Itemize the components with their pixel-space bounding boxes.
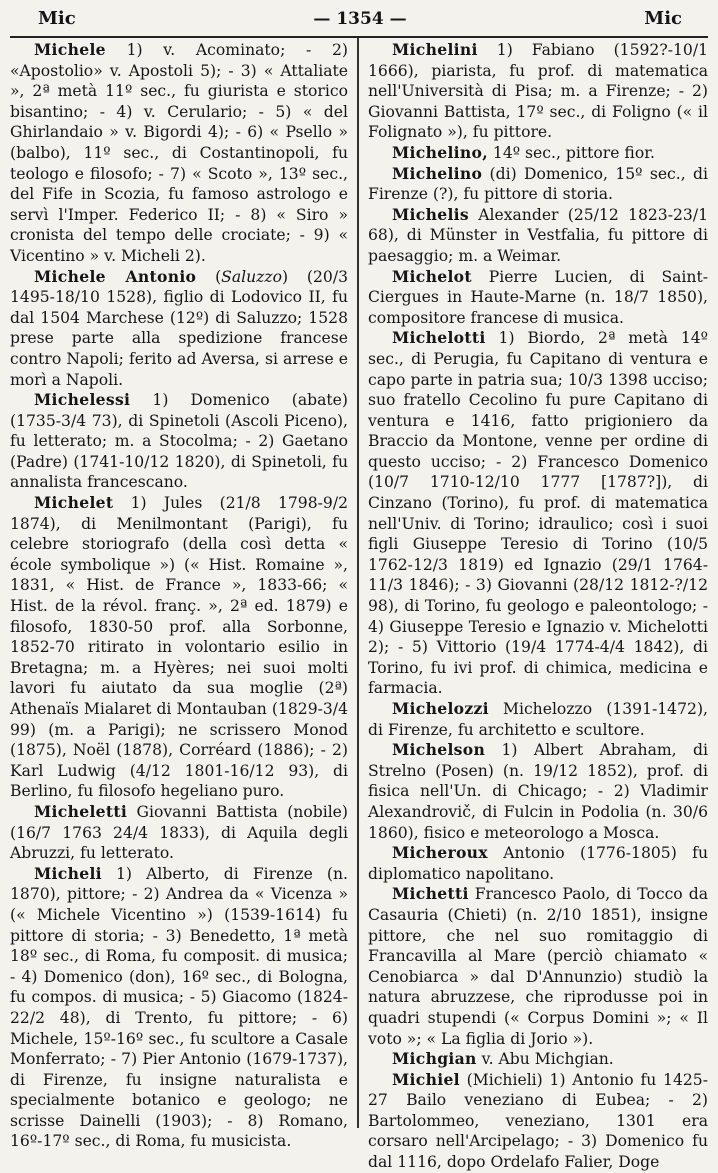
entry-text: Pierre Lucien, di Saint-Ciergues in Haute-Marne (n. 18/7 1850), compositore francese di musica. [368,267,708,327]
entry [368,843,708,884]
entry [368,143,708,164]
entry-headword: Michelino [392,163,483,183]
entry [368,164,708,205]
entry [10,40,348,267]
entry [368,328,708,699]
entry [368,699,708,740]
entry-headword: Michelson [392,740,486,760]
entry-text: 1) Albert Abraham, di Strelno (Posen) (n. 19/12 1852), prof. di fisica nell'Un. di Chicago; - 2) Vladimir Alexandrovič, di Fulcin in Podolia (n. 30/6 1860), fisico e meteorologo a Mosca. [368,741,708,842]
left-column [10,38,359,1151]
entry-headword: Michelet [34,493,114,513]
entry-text: (20/3 1495-18/10 1528), figlio di Lodovico II, fu dal 1504 Marchese (12º) di Saluzzo; 1528 prese parte alla spedizione francese contro Napoli; ferito ad Aversa, si arrese e morì a Napoli. [10,267,348,389]
entry-text: Antonio (1776-1805) fu diplomatico napolitano. [368,844,708,883]
entry-headword: Michelino, [392,142,488,162]
entry [368,205,708,267]
entry [368,884,708,1049]
entry-text: Alexander (25/12 1823-23/1 68), di Münster in Vestfalia, fu pittore di paesaggio; m. a Weimar. [368,205,708,265]
entry-text: 1) Alberto, di Firenze (n. 1870), pittore; - 2) Andrea da « Vicenza » (« Michele Vicentino ») (1539-1614) fu pittore di storia; - 3) Benedetto, 1ª metà 18º sec., di Roma, fu composit. di musica; - 4) Domenico (don), 16º sec., di Bologna, fu compos. di musica; - 5) Giacomo (1824-22/2 48), di Trento, fu pittore; - 6) Michele, 15º-16º sec., fu scultore a Casale Monferrato; - 7) Pier Antonio (1679-1737), di Firenze, fu insigne naturalista e specialmente botanico e geologo; ne scrisse Dainelli (1903); - 8) Romano, 16º-17º sec., di Roma, fu musicista. [10,864,348,1151]
running-header [10,8,708,34]
header-left-keyword: Mic [38,8,76,29]
entry-headword: Michetti [392,884,469,904]
columns [10,38,708,1172]
entry-headword: Michelis [392,204,469,224]
entry-text: (di) Domenico, 15º sec., di Firenze (?), fu pittore di storia. [368,164,708,204]
entry [10,802,348,864]
header-right-keyword: Mic [644,8,682,29]
entry [368,40,708,143]
entry-text: Giovanni Battista (nobile) (16/7 1763 24/4 1833), di Aquila degli Abruzzi, fu letterato. [10,802,348,863]
entry-headword: Michelozzi [392,699,489,718]
entry [10,390,348,493]
entry-text: 14º sec., pittore fior. [487,143,655,162]
entry-text: (Michieli) 1) Antonio fu 1425-27 Bailo veneziano di Eubea; - 2) Bartolommeo, veneziano, 1301 era corsaro nell'Arcipelago; - 3) Domenico fu dal 1116, dopo Ordelafo Falier, Doge [368,1070,708,1172]
page-number: — 1354 — [313,9,407,29]
entry-headword: Micheletti [34,801,128,821]
entry [10,864,348,1152]
entry-headword: Michgian [392,1049,477,1069]
entry [368,1049,708,1070]
entry-headword: Michele [34,40,106,59]
entry [368,1070,708,1173]
entry-text: 1) Domenico (abate) (1735-3/4 73), di Spinetoli (Ascoli Piceno), fu letterato; m. a Stocolma; - 2) Gaetano (Padre) (1741-10/12 1820), di Spinetoli, fu annalista francescano. [10,391,348,492]
entry-text: 1) Biordo, 2ª metà 14º sec., di Perugia, fu Capitano di ventura e capo parte in patria sua; 10/3 1398 ucciso; suo fratello Cecolino fu pure Capitano di ventura e 1416, fatto prigioniero da Braccio da Montone, venne per ordine di questo ucciso; - 2) Francesco Domenico (10/7 1710-12/10 1777 [1787?]), di Cinzano (Torino), fu prof. di matematica nell'Univ. di Torino; idraulico; così i suoi figli Giuseppe Teresio di Torino (10/5 1762-12/3 1819) ed Ignazio (29/1 1764-11/3 1846); - 3) Giovanni (28/12 1812-?/12 98), di Torino, fu geologo e paleontologo; - 4) Giuseppe Teresio e Ignazio v. Michelotti 2); - 5) Vittorio (19/4 1774-4/4 1842), di Torino, fu ivi prof. di chimica, medicina e farmacia. [368,329,708,698]
entry-text: 1) v. Acominato; - 2) «Apostolio» v. Apostoli 5); - 3) « Attaliate », 2ª metà 11º sec., fu giurista e storico bisantino; - 4) v. Cerulario; - 5) « del Ghirlandaio » v. Bigordi 4); - 6) « Psello » (balbo), 11º sec., di Costantinopoli, fu teologo e filosofo; - 7) « Scoto », 13º sec., del Fife in Scozia, fu famoso astrologo e servì l'Imper. Federico II; - 8) « Siro » cronista del tempo delle crociate; - 9) « Vicentino » v. Micheli 2). [10,41,348,265]
entry [368,740,708,843]
entry-headword: Micheli [34,863,102,883]
entry-headword: Michele Antonio [34,266,197,286]
entry-headword: Michiel [392,1069,460,1089]
entry-headword: Micheroux [392,843,488,863]
entry-italic: Saluzzo [221,267,282,286]
entry-text: 1) Jules (21/8 1798-9/2 1874), di Menilmontant (Parigi), fu celebre storiografo (della così detta « école symbolique ») (« Hist. Romaine », 1831, « Hist. de France », 1833-66; « Hist. de la révol. franç. », 2ª ed. 1879) e filosofo, 1830-50 prof. alla Sorbonne, 1852-70 ritirato in volontario esilio in Bretagna; m. a Hyères; nei suoi molti lavori fu aiutato da sua moglie (2ª) Athenaïs Mialaret di Montauban (1829-3/4 99) (m. a Parigi); ne scrissero Monod (1875), Noël (1878), Corréard (1886); - 2) Karl Ludwig (4/12 1801-16/12 93), di Berlino, fu filosofo hegeliano puro. [10,494,348,801]
entry-text: Francesco Paolo, di Tocco da Casauria (Chieti) (n. 2/10 1851), insigne pittore, che nel suo romitaggio di Francavilla al Mare (perciò chiamato « Cenobiarca » dal D'Annunzio) studiò la natura abruzzese, che riprodusse poi in quadri stupendi (« Corpus Domini »; « Il voto »; « La figlia di Jorio »). [368,885,708,1048]
entry-text: v. Abu Michgian. [476,1050,614,1069]
entry-headword: Michelot [392,266,472,286]
entry-headword: Michelini [392,40,478,59]
entry-text: Michelozzo (1391-1472), di Firenze, fu architetto e scultore. [368,700,708,739]
right-column [359,38,708,1172]
entry-headword: Michelessi [34,390,131,410]
entry [368,267,708,329]
entry-headword: Michelotti [392,328,486,348]
entry-text: 1) Fabiano (1592?-10/1 1666), piarista, fu prof. di matematica nell'Università di Pisa; m. a Firenze; - 2) Giovanni Battista, 17º sec., di Foligno (« il Folignato »), fu pittore. [368,41,708,142]
entry [10,493,348,802]
entry: Michele Antonio (Saluzzo) (20/3 1495-18/10 1528), figlio di Lodovico II, fu dal 1504 Marchese (12º) di Saluzzo; 1528 prese parte alla spedizione francese contro Napoli; ferito ad Aversa, si arrese e morì a Napoli. [10,266,348,389]
